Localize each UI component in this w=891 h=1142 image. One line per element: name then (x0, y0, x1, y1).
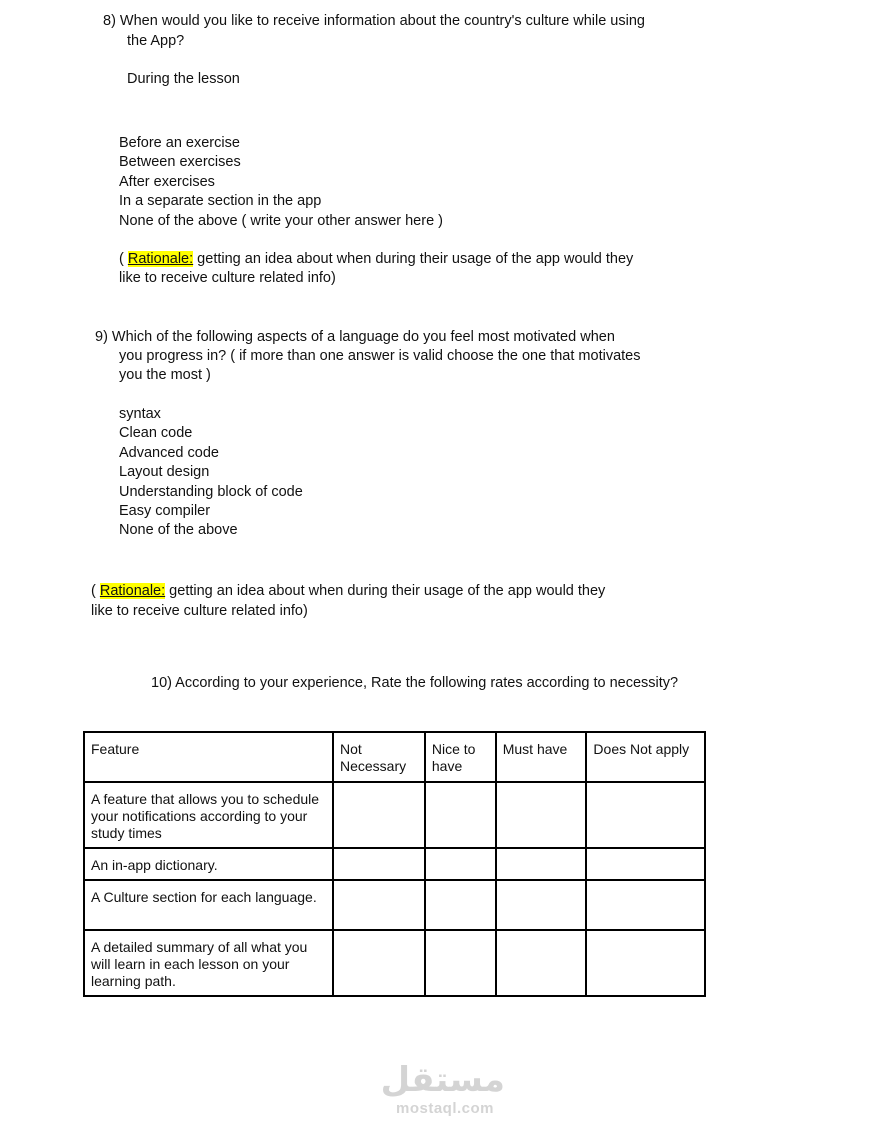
header-not-necessary: Not Necessary (333, 732, 425, 782)
q9-option: Advanced code (119, 444, 219, 461)
header-feature: Feature (84, 732, 333, 782)
q8-rationale-line2: like to receive culture related info) (119, 270, 336, 286)
q9-rationale-line2: like to receive culture related info) (91, 603, 308, 619)
q8-options-list (119, 134, 443, 231)
rating-cell-does-not-apply[interactable] (586, 848, 705, 880)
rating-cell-nice-to-have[interactable] (425, 848, 496, 880)
rating-cell-nice-to-have[interactable] (425, 880, 496, 930)
rating-cell-not-necessary[interactable] (333, 848, 425, 880)
q9-rationale-label: Rationale: (99, 583, 166, 599)
feature-cell: A detailed summary of all what you will learn in each lesson on your learning path. (84, 930, 333, 996)
header-must-have: Must have (496, 732, 587, 782)
q9-option: syntax (119, 406, 161, 422)
q9-question-line2: you progress in? ( if more than one answer is valid choose the one that motivates (119, 348, 641, 364)
q8-rationale-line1 (119, 250, 633, 270)
rating-cell-does-not-apply[interactable] (586, 782, 705, 848)
q9-question-line3: you the most ) (119, 367, 211, 383)
header-does-not-apply: Does Not apply (586, 732, 705, 782)
q9-rationale-open: ( (91, 583, 100, 599)
table-row (84, 930, 705, 996)
rating-cell-nice-to-have[interactable] (425, 782, 496, 848)
header-nice-to-have: Nice to have (425, 732, 496, 782)
q8-question-line1: 8) When would you like to receive information about the country's culture while using (103, 13, 645, 29)
q8-option: In a separate section in the app (119, 193, 322, 210)
q10-question: 10) According to your experience, Rate the following rates according to necessity? (151, 675, 679, 691)
q8-question-line2: the App? (127, 33, 185, 49)
q8-option: Before an exercise (119, 135, 240, 151)
q9-rationale-line1 (91, 582, 605, 602)
q9-options-list (119, 405, 303, 541)
watermark-url: mostaql.com (395, 1100, 495, 1117)
rating-cell-nice-to-have[interactable] (425, 930, 496, 996)
rating-cell-must-have[interactable] (496, 880, 587, 930)
feature-cell: A Culture section for each language. (84, 880, 333, 930)
q8-rationale-open: ( (119, 251, 128, 267)
watermark-logo: مستقل (380, 1061, 505, 1099)
q9-option: Understanding block of code (119, 483, 303, 500)
rating-cell-must-have[interactable] (496, 930, 587, 996)
feature-cell: An in-app dictionary. (84, 848, 333, 880)
q9-question-line1: 9) Which of the following aspects of a language do you feel most motivated when (95, 329, 615, 345)
table-row (84, 848, 705, 880)
rating-cell-does-not-apply[interactable] (586, 880, 705, 930)
mostaql-watermark (380, 1060, 505, 1118)
table-row (84, 880, 705, 930)
rating-cell-not-necessary[interactable] (333, 930, 425, 996)
q8-rationale-label: Rationale: (127, 251, 194, 267)
q8-option-during-lesson: During the lesson (127, 71, 240, 87)
rating-cell-does-not-apply[interactable] (586, 930, 705, 996)
feature-cell: A feature that allows you to schedule your notifications according to your study times (84, 782, 333, 848)
rating-cell-must-have[interactable] (496, 782, 587, 848)
q9-option: Easy compiler (119, 502, 211, 519)
q9-option: Layout design (119, 464, 210, 481)
rating-cell-not-necessary[interactable] (333, 880, 425, 930)
q9-rationale-text: getting an idea about when during their usage of the app would they (165, 583, 606, 599)
q8-option: None of the above ( write your other answer here ) (119, 212, 443, 229)
q8-rationale-text: getting an idea about when during their usage of the app would they (193, 251, 634, 267)
q8-option: After exercises (119, 173, 215, 190)
q9-option: None of the above (119, 522, 238, 539)
rating-table (83, 731, 706, 997)
table-row (84, 782, 705, 848)
q9-option: Clean code (119, 425, 193, 442)
q8-option: Between exercises (119, 154, 241, 171)
table-header-row (84, 732, 705, 782)
rating-cell-must-have[interactable] (496, 848, 587, 880)
rating-cell-not-necessary[interactable] (333, 782, 425, 848)
